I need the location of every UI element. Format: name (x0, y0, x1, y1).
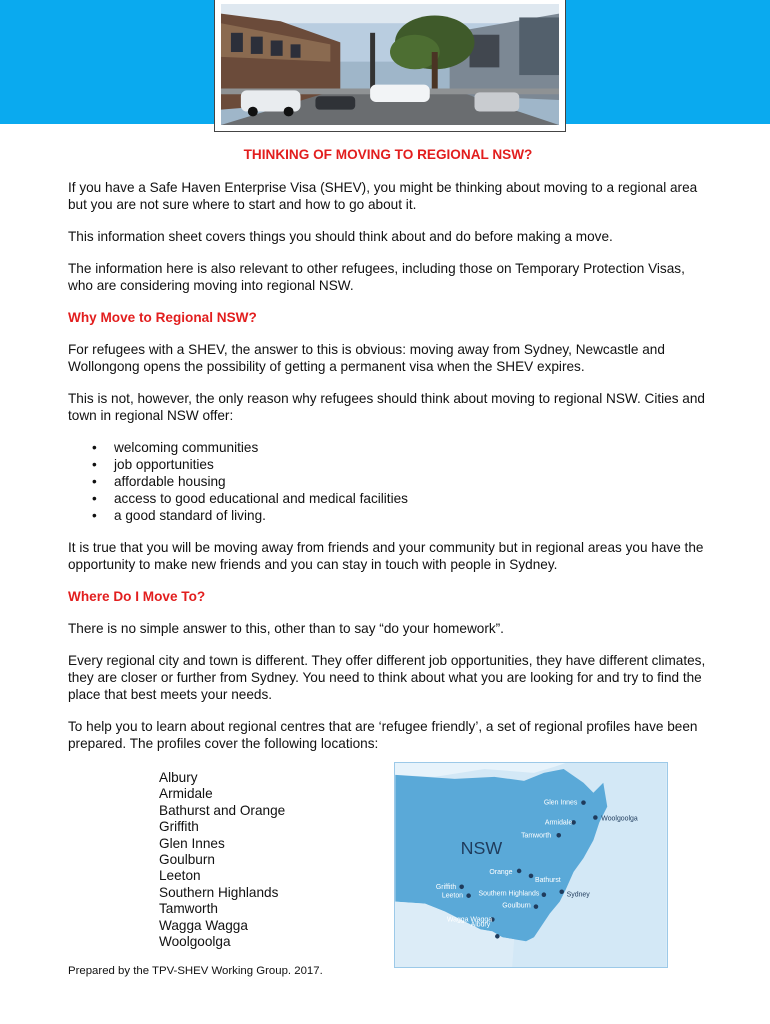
map-label-wagga-wagga: Wagga Wagga (446, 916, 493, 924)
location-item: Woolgoolga (159, 934, 231, 950)
list-item: • welcoming communities (92, 439, 708, 456)
location-item: Albury (159, 770, 198, 785)
location-item: Leeton (159, 868, 201, 884)
section-heading-where: Where Do I Move To? (68, 589, 206, 604)
list-item: • access to good educational and medical facilities (92, 490, 708, 507)
map-label-sydney: Sydney (566, 891, 590, 899)
where-paragraph-3: To help you to learn about regional centres that are ‘refugee friendly’, a set of regional profiles have been prepared. The profiles cover the following locations: (68, 719, 698, 751)
where-paragraph-2: Every regional city and town is different. They offer different job opportunities, they have different climates, they are closer or further from Sydney. You need to think about what you are looking for and try to find the place that best meets your needs. (68, 653, 706, 702)
map-label-southern-highlands: Southern Highlands (478, 890, 540, 898)
list-item: • a good standard of living. (92, 507, 708, 524)
why-paragraph-1: For refugees with a SHEV, the answer to this is obvious: moving away from Sydney, Newcastle and Wollongong opens the possibility of getting a permanent visa when the SHEV expires. (68, 342, 665, 374)
street-photo (221, 4, 559, 125)
location-item: Goulburn (159, 852, 215, 868)
map-label-goulburn: Goulburn (502, 902, 531, 910)
footer-credit: Prepared by the TPV-SHEV Working Group. 2017. (68, 965, 323, 977)
location-item: Griffith (159, 819, 199, 835)
locations-list (159, 770, 285, 950)
list-item: • job opportunities (92, 456, 708, 473)
map-label-glen-innes: Glen Innes (543, 799, 578, 807)
intro-paragraph-1: If you have a Safe Haven Enterprise Visa (SHEV), you might be thinking about moving to a regional area but you are not sure where to start and how to go about it. (68, 180, 698, 212)
map-label-armidale: Armidale (544, 819, 573, 827)
street-scene-image (221, 4, 559, 125)
why-paragraph-2: This is not, however, the only reason why refugees should think about moving to regional NSW. Cities and town in regional NSW offer: (68, 391, 705, 423)
location-item: Armidale (159, 786, 213, 802)
location-item: Bathurst and Orange (159, 802, 286, 818)
nsw-map-graphic (395, 763, 667, 967)
map-label-nsw: NSW (460, 838, 503, 859)
map-label-woolgoolga: Woolgoolga (601, 815, 638, 823)
why-paragraph-3: It is true that you will be moving away from friends and your community but in regional areas you have the opportunity to make new friends and you can stay in touch with people in Sydney. (68, 540, 704, 572)
header-photo-frame (214, 0, 566, 132)
map-label-orange: Orange (489, 868, 513, 876)
page-title: THINKING OF MOVING TO REGIONAL NSW? (243, 147, 533, 162)
map-label-albury: Albury (470, 921, 491, 929)
map-label-tamworth: Tamworth (521, 832, 552, 840)
intro-paragraph-3: The information here is also relevant to other refugees, including those on Temporary Protection Visas, who are considering moving into regional NSW. (68, 261, 685, 293)
list-item: • affordable housing (92, 473, 708, 490)
benefits-list (92, 439, 708, 524)
where-paragraph-1: There is no simple answer to this, other than to say “do your homework”. (68, 621, 504, 636)
section-heading-why: Why Move to Regional NSW? (68, 310, 257, 325)
location-item: Southern Highlands (159, 884, 279, 900)
main-content (68, 146, 708, 767)
intro-paragraph-2: This information sheet covers things you should think about and do before making a move. (68, 229, 613, 244)
location-item: Tamworth (159, 901, 218, 917)
map-label-leeton: Leeton (441, 892, 464, 900)
nsw-map (394, 762, 668, 968)
map-label-bathurst: Bathurst (534, 876, 561, 884)
location-item: Wagga Wagga (159, 917, 248, 933)
location-item: Glen Innes (159, 835, 225, 851)
map-label-griffith: Griffith (435, 883, 457, 891)
